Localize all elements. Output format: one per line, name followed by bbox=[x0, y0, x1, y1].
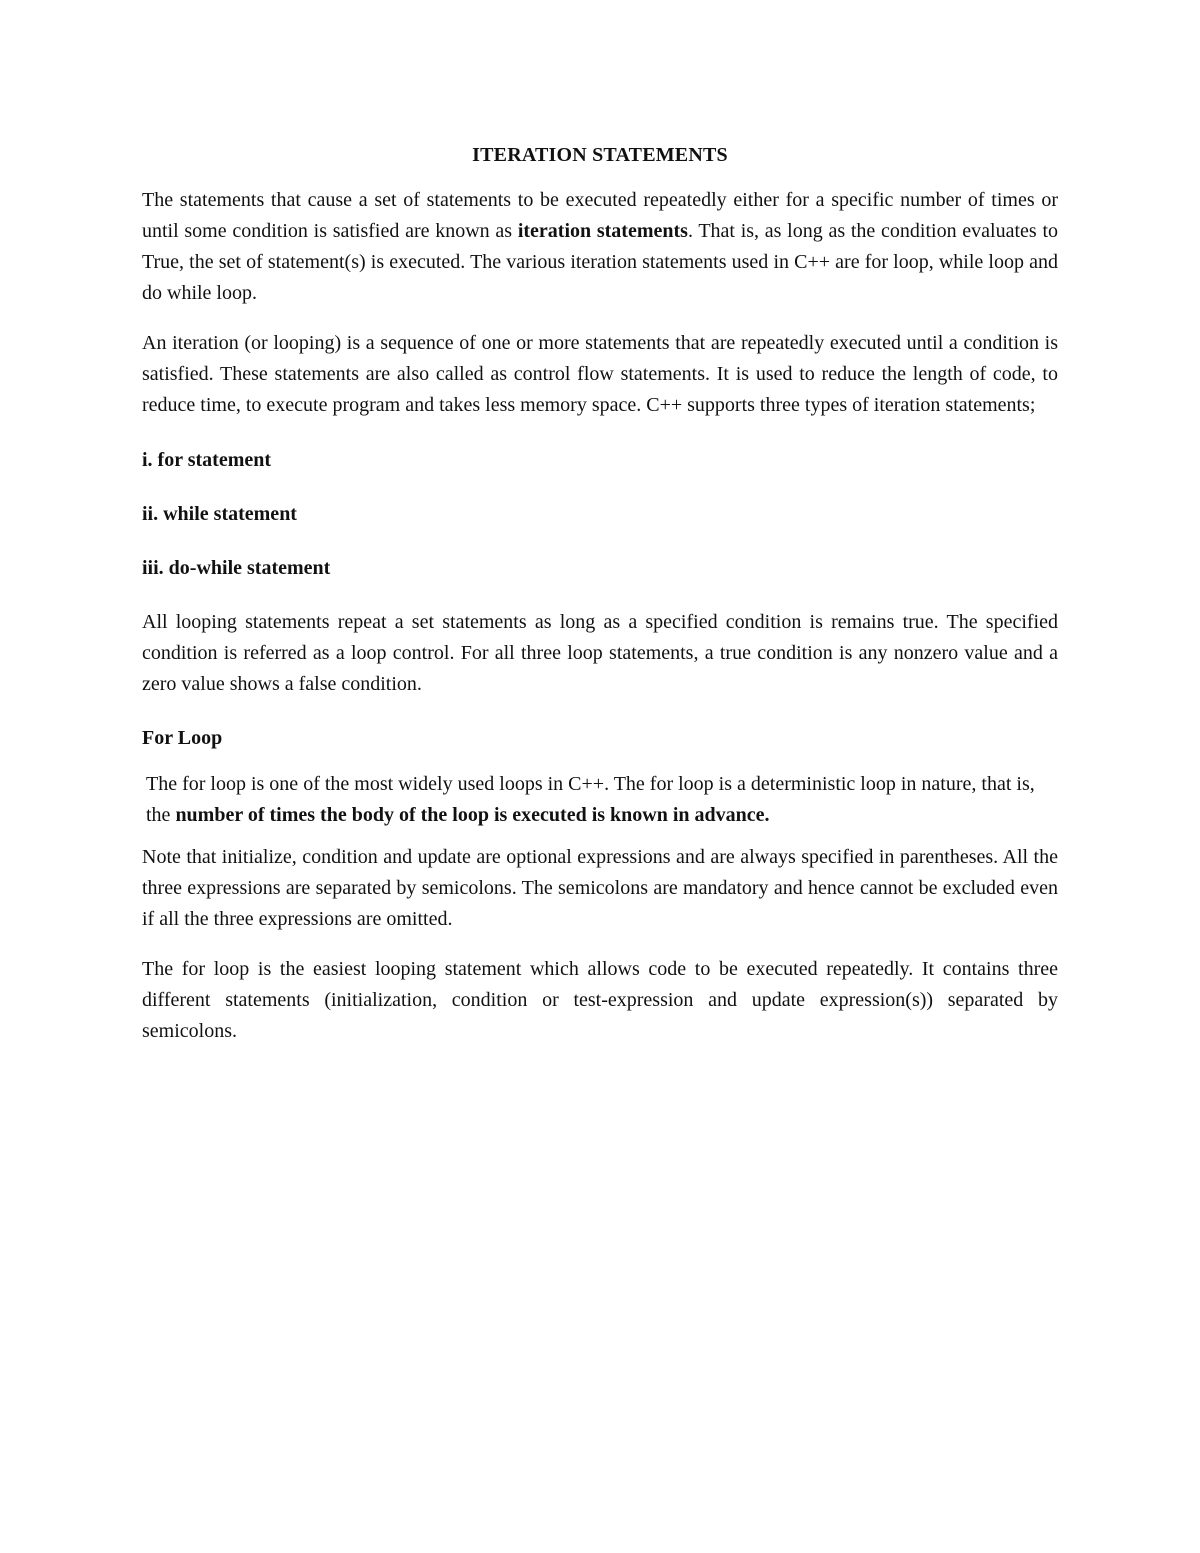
intro-bold-term: iteration statements bbox=[517, 220, 688, 242]
for-loop-p1-text: The for loop is one of the most widely used loops in C++. The for loop is a deterministic loop in nature, that is, the bbox=[146, 773, 1035, 826]
list-item-do-while: iii. do-while statement bbox=[142, 557, 331, 579]
for-loop-paragraph-3: The for loop is the easiest looping statement which allows code to be executed repeatedly. It contains three different statements (initialization, condition or test-expression and update expression(s)) separated by semicolons. bbox=[142, 958, 1058, 1042]
looping-paragraph: An iteration (or looping) is a sequence of one or more statements that are repeatedly executed until a condition is satisfied. These statements are also called as control flow statements. It is used to reduce the length of code, to reduce time, to execute program and takes less memory space. C++ supports three types of iteration statements; bbox=[142, 332, 1058, 416]
looping-condition-paragraph: All looping statements repeat a set statements as long as a specified condition is remains true. The specified condition is referred as a loop control. For all three loop statements, a true condition is any nonzero value and a zero value shows a false condition. bbox=[142, 611, 1058, 695]
list-item-for: i. for statement bbox=[142, 449, 272, 471]
list-item-while: ii. while statement bbox=[142, 503, 297, 525]
for-loop-heading: For Loop bbox=[142, 727, 223, 749]
page-title: ITERATION STATEMENTS bbox=[472, 144, 728, 166]
intro-text-part1: The statements that cause a set of statements to be executed repeatedly either for a specific number of times or until some condition is satisfied are known as bbox=[142, 189, 1058, 242]
intro-text-part2: . That is, as long as the condition evaluates to True, the set of statement(s) is executed. The various iteration statements used in C++ are for loop, while loop and do while loop. bbox=[142, 220, 1058, 304]
intro-paragraph bbox=[142, 185, 1058, 309]
for-loop-paragraph-1 bbox=[142, 769, 1058, 831]
for-loop-paragraph-2: Note that initialize, condition and update are optional expressions and are always specified in parentheses. All the three expressions are separated by semicolons. The semicolons are mandatory and hence cannot be excluded even if all the three expressions are omitted. bbox=[142, 846, 1058, 930]
for-loop-p1-bold: number of times the body of the loop is executed is known in advance. bbox=[175, 804, 770, 826]
document-content bbox=[142, 140, 1058, 1047]
